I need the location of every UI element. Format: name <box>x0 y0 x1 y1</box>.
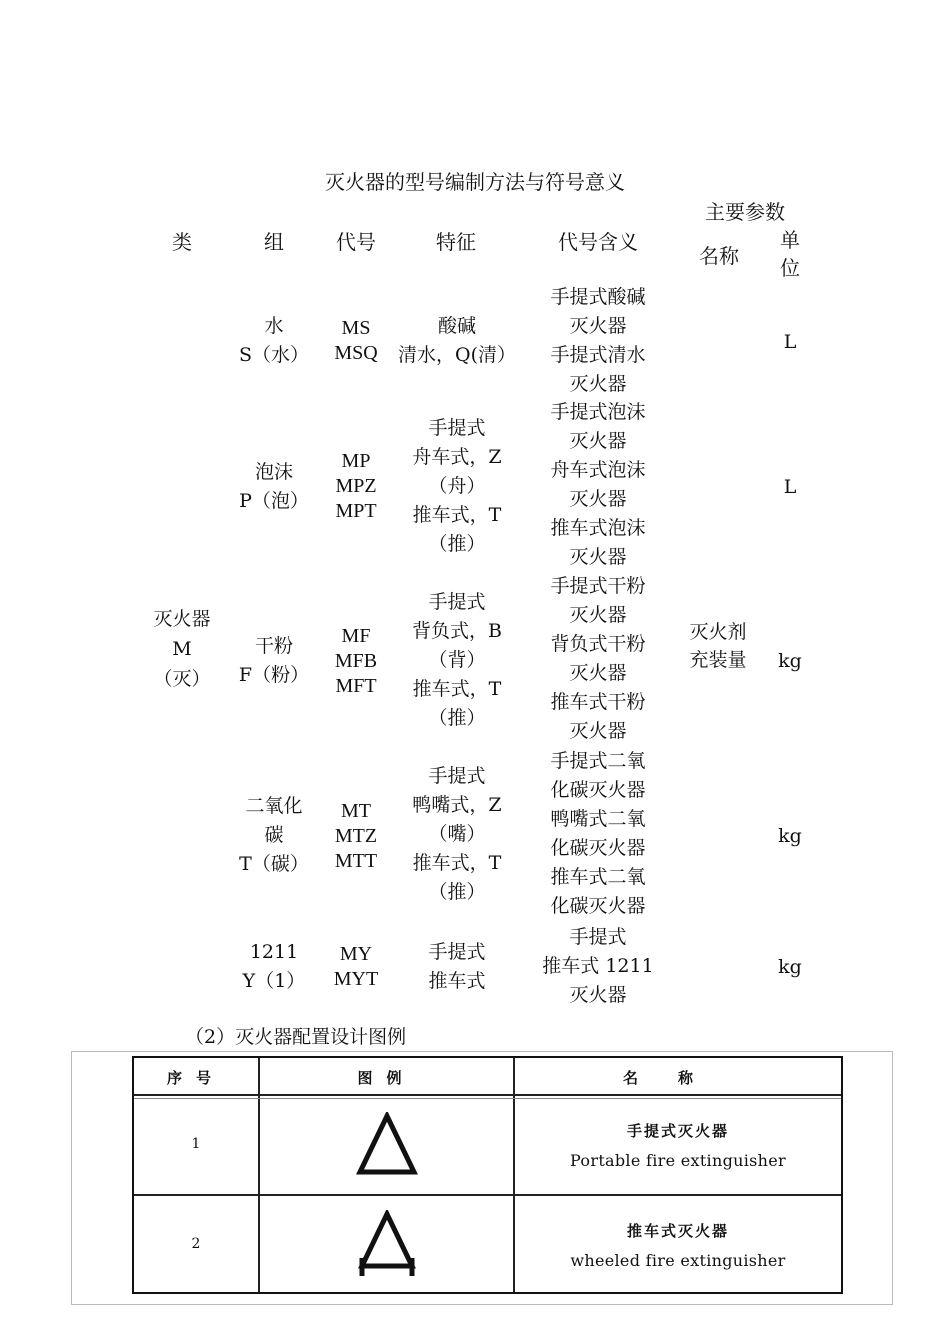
row-1211-unit: kg <box>778 956 802 978</box>
meaning-line: 推车式泡沫 <box>550 517 646 539</box>
header-param-unit <box>770 226 810 282</box>
meaning-line: 推车式干粉 <box>550 691 646 713</box>
legend-item-no: 2 <box>191 1236 201 1252</box>
document-title: 灭火器的型号编制方法与符号意义 <box>325 170 625 194</box>
meaning-line: 灭火器 <box>569 488 627 510</box>
feature-line: 推车式，T <box>412 504 502 526</box>
feature-line: 推车式 <box>428 970 486 992</box>
code-line: MYT <box>333 968 379 990</box>
row-water-group <box>226 312 322 370</box>
legend-item-name-zh: 手提式灭火器 <box>626 1122 729 1140</box>
header-category: 类 <box>172 230 192 254</box>
group-line: P（泡） <box>239 490 309 512</box>
row-foam-meanings <box>530 398 666 572</box>
row-1211-codes <box>322 942 390 992</box>
header-group: 组 <box>264 230 284 254</box>
portable-triangle-icon <box>356 1112 418 1178</box>
group-line: 二氧化 <box>245 795 303 817</box>
row-co2-meanings <box>530 747 666 921</box>
meaning-line: 推车式二氧 <box>550 866 646 888</box>
legend-header-symbol: 图例 <box>357 1069 416 1087</box>
meaning-line: 手提式泡沫 <box>550 401 646 423</box>
header-param-unit-line: 位 <box>780 256 800 280</box>
group-line: 1211 <box>249 941 299 963</box>
feature-line: （推） <box>428 881 486 903</box>
legend-item-name-zh: 推车式灭火器 <box>626 1222 729 1240</box>
meaning-line: 推车式 1211 <box>542 955 654 977</box>
group-line: Y（1） <box>242 970 306 992</box>
group-line: F（粉） <box>238 664 310 686</box>
group-line: S（水） <box>238 344 310 366</box>
feature-line: 舟车式，Z <box>412 446 502 468</box>
code-line: MFB <box>334 650 378 672</box>
legend-item-name-en: wheeled fire extinguisher <box>570 1251 786 1270</box>
group-line: T（碳） <box>239 853 309 875</box>
row-1211-meanings <box>530 923 666 1010</box>
row-powder-features <box>392 588 522 733</box>
meaning-line: 化碳灭火器 <box>550 895 646 917</box>
row-co2-features <box>392 762 522 907</box>
feature-line: （嘴） <box>428 823 486 845</box>
meaning-line: 灭火器 <box>569 315 627 337</box>
row-powder-meanings <box>530 572 666 746</box>
group-line: 泡沫 <box>254 461 293 483</box>
feature-line: 手提式 <box>428 417 486 439</box>
code-line: MY <box>339 943 373 965</box>
feature-line: 手提式 <box>428 941 486 963</box>
param-name-cell <box>676 618 760 674</box>
feature-line: 手提式 <box>428 591 486 613</box>
meaning-line: 背负式干粉 <box>550 633 646 655</box>
meaning-line: 手提式 <box>569 926 627 948</box>
code-line: MTT <box>334 850 378 872</box>
group-line: 碳 <box>264 824 284 846</box>
header-code: 代号 <box>336 230 376 254</box>
row-1211-group <box>226 938 322 996</box>
row-co2-group <box>226 792 322 879</box>
code-line: MPT <box>335 500 377 522</box>
meaning-line: 舟车式泡沫 <box>550 459 646 481</box>
param-name-line: 灭火剂 <box>689 621 747 643</box>
feature-line: （舟） <box>428 475 486 497</box>
legend-item-name <box>515 1120 841 1170</box>
meaning-line: 灭火器 <box>569 720 627 742</box>
category-line: 灭火器 <box>153 608 211 630</box>
code-line: MTZ <box>334 825 378 847</box>
meaning-line: 灭火器 <box>569 984 627 1006</box>
row-water-codes <box>322 316 390 366</box>
header-main-params: 主要参数 <box>705 200 785 224</box>
row-water-meanings <box>530 283 666 399</box>
legend-header-no: 序号 <box>166 1069 225 1087</box>
feature-line: 手提式 <box>428 765 486 787</box>
row-powder-codes <box>322 624 390 699</box>
legend-item-name-en: Portable fire extinguisher <box>570 1151 786 1170</box>
code-line: MS <box>341 317 371 339</box>
feature-line: 背负式，B <box>412 620 502 642</box>
param-name-line: 充装量 <box>689 649 747 671</box>
header-feature: 特征 <box>436 230 476 254</box>
legend-header-name: 名称 <box>622 1069 733 1087</box>
legend-item-no: 1 <box>191 1136 201 1152</box>
category-cell <box>140 604 224 694</box>
wheeled-triangle-icon <box>354 1210 420 1280</box>
code-line: MFT <box>335 675 377 697</box>
meaning-line: 手提式干粉 <box>550 575 646 597</box>
meaning-line: 鸭嘴式二氧 <box>550 808 646 830</box>
feature-line: 推车式，T <box>412 678 502 700</box>
row-1211-features <box>392 938 522 996</box>
row-water-features <box>392 312 522 370</box>
feature-line: （推） <box>428 533 486 555</box>
feature-line: 清水，Q(清） <box>398 344 516 366</box>
meaning-line: 灭火器 <box>569 662 627 684</box>
meaning-line: 灭火器 <box>569 604 627 626</box>
legend-divider <box>134 1098 841 1099</box>
row-powder-group <box>226 632 322 690</box>
legend-divider <box>134 1094 841 1096</box>
row-co2-unit: kg <box>778 825 802 847</box>
legend-divider <box>134 1194 841 1196</box>
legend-item-name <box>515 1220 841 1270</box>
row-foam-unit: L <box>783 476 797 498</box>
group-line: 干粉 <box>254 635 293 657</box>
row-foam-features <box>392 414 522 559</box>
meaning-line: 手提式二氧 <box>550 750 646 772</box>
header-meaning: 代号含义 <box>558 230 638 254</box>
code-line: MPZ <box>335 475 377 497</box>
row-powder-unit: kg <box>778 650 802 672</box>
group-line: 水 <box>264 315 284 337</box>
code-line: MSQ <box>334 342 378 364</box>
feature-line: 推车式，T <box>412 852 502 874</box>
header-param-unit-line: 单 <box>780 228 800 252</box>
legend-subtitle: （2）灭火器配置设计图例 <box>185 1026 407 1048</box>
feature-line: （推） <box>428 707 486 729</box>
meaning-line: 灭火器 <box>569 373 627 395</box>
meaning-line: 化碳灭火器 <box>550 779 646 801</box>
header-param-name: 名称 <box>699 244 739 268</box>
meaning-line: 手提式酸碱 <box>550 286 646 308</box>
meaning-line: 灭火器 <box>569 430 627 452</box>
code-line: MP <box>341 450 371 472</box>
meaning-line: 化碳灭火器 <box>550 837 646 859</box>
code-line: MT <box>341 800 371 822</box>
row-foam-codes <box>322 449 390 524</box>
row-co2-codes <box>322 799 390 874</box>
meaning-line: 手提式清水 <box>550 344 646 366</box>
feature-line: 鸭嘴式，Z <box>412 794 502 816</box>
category-line: M <box>172 638 192 660</box>
meaning-line: 灭火器 <box>569 546 627 568</box>
code-line: MF <box>341 625 371 647</box>
row-water-unit: L <box>783 331 797 353</box>
row-foam-group <box>226 458 322 516</box>
category-line: （灭） <box>153 668 211 690</box>
legend-table <box>132 1056 843 1294</box>
feature-line: （背） <box>428 649 486 671</box>
feature-line: 酸碱 <box>437 315 476 337</box>
